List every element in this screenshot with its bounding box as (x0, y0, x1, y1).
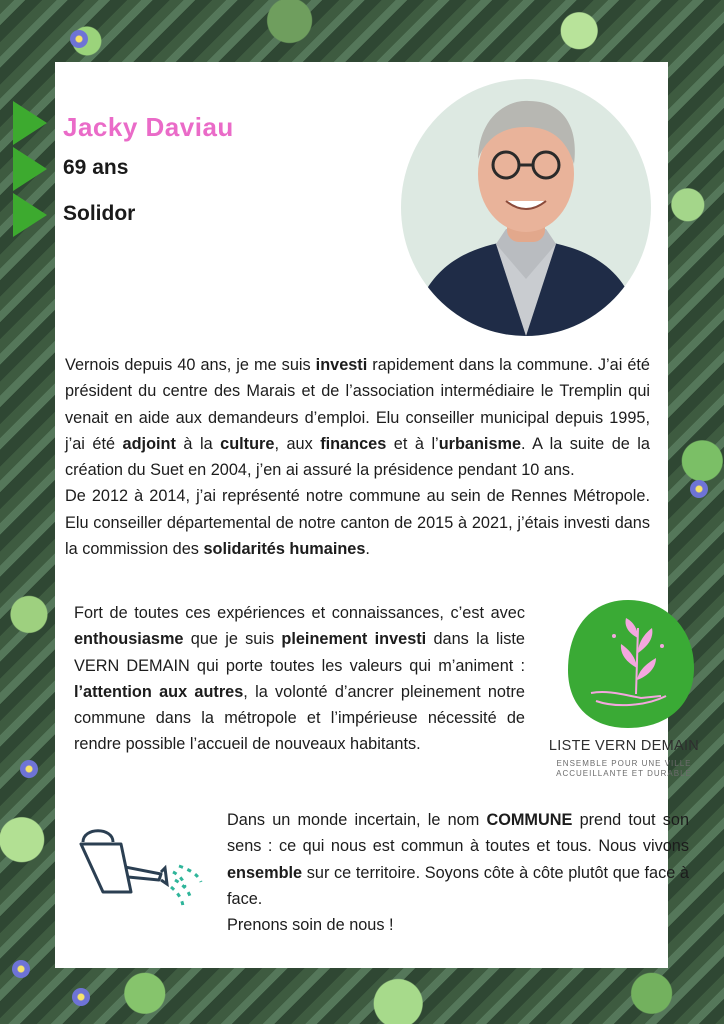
body-text: De 2012 à 2014, j’ai représenté notre commune au sein de Rennes Métropole. Elu conseiller départemental de notre canton de 2015 à 2021, j’étais investi dans la commission des (65, 487, 650, 559)
candidate-age: 69 ans (63, 156, 129, 179)
body-text: , aux (274, 434, 321, 453)
triangle-bullet-icon (13, 101, 47, 145)
emphasis-text: enthousiasme (74, 630, 184, 649)
body-text: rapidement dans la commune. J’ai été président du centre des Marais et de l’association intermédiaire le Tremplin qui venait en aide aux demandeurs d’emploi. Elu conseiller municipal depuis 1995, j’ai été (65, 356, 650, 453)
body-text: à la (175, 434, 221, 453)
body-text: sur ce territoire. Soyons côte à côte plutôt que face à face. (227, 863, 689, 908)
emphasis-text: pleinement investi (281, 630, 427, 649)
body-text: Fort de toutes ces expériences et connaissances, c’est avec (74, 604, 525, 622)
emphasis-text: COMMUNE (486, 811, 573, 829)
watering-can-icon (73, 822, 213, 912)
body-text: , la volonté d’ancrer pleinement notre commune dans la métropole et l’impérieuse nécessité de rendre possible l’accueil de nouveaux habitants. (74, 682, 525, 754)
flower-decoration (70, 30, 88, 48)
flower-decoration (72, 988, 90, 1006)
triangle-bullet-icon (13, 147, 47, 191)
emphasis-text: urbanisme (438, 434, 522, 453)
logo-title: LISTE VERN DEMAIN (548, 738, 700, 754)
emphasis-text: finances (320, 434, 387, 453)
body-text: et à l’ (386, 434, 439, 453)
body-text: Vernois depuis 40 ans, je me suis (65, 356, 316, 374)
emphasis-text: investi (315, 356, 368, 374)
logo-subtitle-line-2: ACCUEILLANTE ET DURABLE (556, 769, 692, 778)
emphasis-text: l’attention aux autres (74, 682, 244, 701)
bio-paragraph-1 (65, 352, 650, 562)
triangle-bullet-icon (13, 193, 47, 237)
logo-subtitle-line-1: ENSEMBLE POUR UNE VILLE (556, 759, 692, 768)
body-text: dans la liste VERN DEMAIN qui porte toutes les valeurs qui m’animent : (74, 630, 525, 675)
emphasis-text: ensemble (227, 863, 303, 882)
emphasis-text: adjoint (122, 434, 176, 453)
flower-decoration (12, 960, 30, 978)
body-text: que je suis (183, 630, 282, 649)
bio-paragraph-2 (74, 600, 525, 758)
closing-paragraph (227, 807, 689, 938)
hand-plant-logo-icon (566, 598, 696, 730)
flower-decoration (20, 760, 38, 778)
emphasis-text: solidarités humaines (203, 540, 366, 559)
body-text: . (365, 540, 370, 559)
flower-decoration (690, 480, 708, 498)
body-text: prend tout son sens : ce qui nous est commun à toutes et tous. Nous vivons (227, 811, 689, 856)
portrait-illustration (401, 79, 651, 336)
emphasis-text: culture (220, 434, 275, 453)
body-text: Dans un monde incertain, le nom (227, 811, 487, 829)
logo-subtitle (539, 759, 709, 779)
candidate-name: Jacky Daviau (63, 112, 234, 142)
body-text: Prenons soin de nous ! (227, 916, 394, 935)
body-text: . A la suite de la création du Suet en 2004, j’en ai assuré la présidence pendant 10 ans. (65, 434, 650, 480)
candidate-group: Solidor (63, 202, 136, 225)
candidate-portrait (401, 79, 651, 336)
